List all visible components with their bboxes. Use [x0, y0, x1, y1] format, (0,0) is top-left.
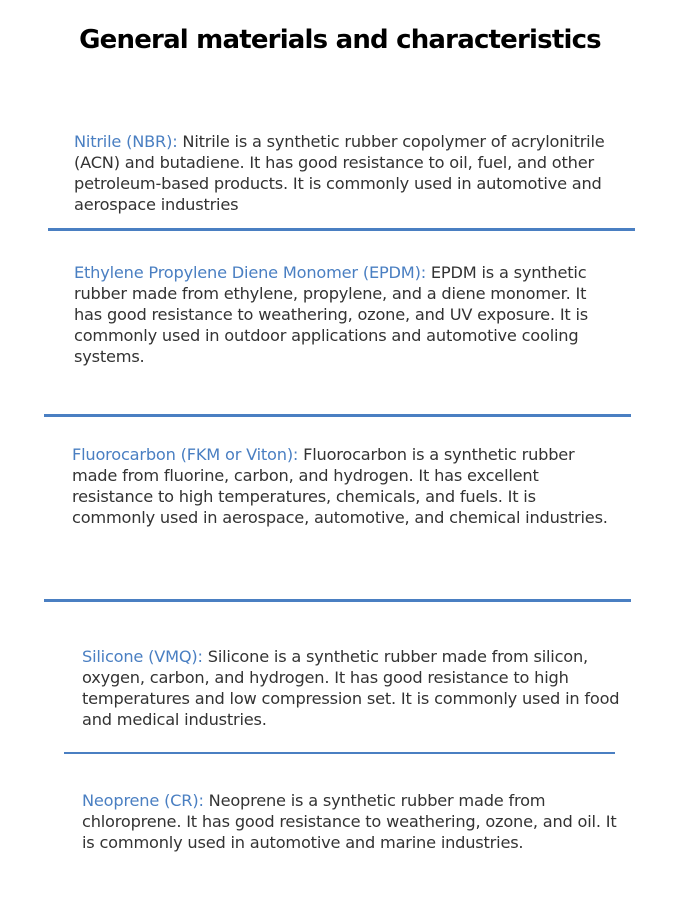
material-term: Fluorocarbon (FKM or Viton): [72, 445, 299, 464]
material-entry-fluorocarbon [72, 444, 612, 528]
material-entry-neoprene [82, 790, 622, 853]
material-term: Neoprene (CR): [82, 791, 204, 810]
material-term: Ethylene Propylene Diene Monomer (EPDM): [74, 263, 426, 282]
material-description: Nitrile is a synthetic rubber copolymer of acrylonitrile (ACN) and butadiene. It has good resistance to oil, fuel, and other petroleum-based products. It is commonly used in automotive and aerospace industries [74, 132, 605, 214]
material-term: Silicone (VMQ): [82, 647, 203, 666]
section-divider [48, 228, 635, 231]
material-description: EPDM is a synthetic rubber made from ethylene, propylene, and a diene monomer. It has good resistance to weathering, ozone, and UV exposure. It is commonly used in outdoor applications and automotive cooling systems. [74, 263, 589, 366]
material-entry-silicone [82, 646, 622, 730]
material-entry-epdm [74, 262, 604, 367]
section-divider [44, 414, 631, 417]
material-entry-nitrile [74, 131, 614, 215]
material-description: Silicone is a synthetic rubber made from silicon, oxygen, carbon, and hydrogen. It has good resistance to high temperatures and low compression set. It is commonly used in food and medical industries. [82, 647, 620, 729]
section-divider [44, 599, 631, 602]
material-description: Neoprene is a synthetic rubber made from chloroprene. It has good resistance to weathering, ozone, and oil. It is commonly used in automotive and marine industries. [82, 791, 617, 852]
page-title: General materials and characteristics [79, 25, 601, 55]
material-description: Fluorocarbon is a synthetic rubber made from fluorine, carbon, and hydrogen. It has excellent resistance to high temperatures, chemicals, and fuels. It is commonly used in aerospace, automotive, and chemical industries. [72, 445, 608, 527]
section-divider [64, 752, 615, 754]
material-term: Nitrile (NBR): [74, 132, 178, 151]
